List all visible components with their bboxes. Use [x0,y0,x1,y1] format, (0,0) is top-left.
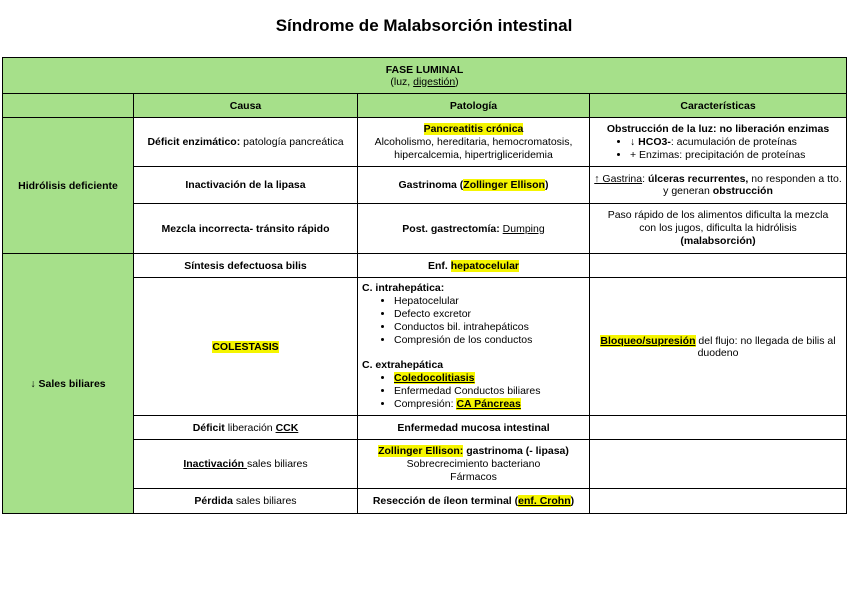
causa-cell [134,278,358,416]
list-item [394,398,585,411]
caracteristicas-rest: del flujo: no llegada de bilis al duodeno [695,334,836,359]
causa-rest: patología pancreática [240,136,344,148]
list-item: • Enfermedad Conductos biliares [394,385,585,398]
hco3-bold: HCO3- [638,135,671,148]
patologia-line: hipercalcemia, hipertrigliceridemia [394,148,553,161]
patologia-post: ) [544,179,549,191]
zollinger-highlight: Zollinger Ellison [463,179,545,191]
patologia-line: Fármacos [450,470,497,483]
caracteristicas-line: (malabsorción) [680,235,756,247]
caracteristicas-sep: : [642,173,648,185]
causa-rest: sales biliares [246,458,308,470]
patologia-cell [358,167,590,204]
causa-cell [134,416,358,440]
extrahepatica-title: C. extrahepática [362,359,444,371]
group-hidrolisis: Hidrólisis deficiente [3,118,134,254]
patologia-line: Sobrecrecimiento bacteriano [406,457,541,470]
page-title: Síndrome de Malabsorción intestinal [275,16,573,35]
phase-subtitle-pre: (luz, [390,75,414,88]
column-header-row [3,94,847,118]
patologia-pre: Gastrinoma ( [398,179,464,191]
gastrina-underline: ↑ Gastrina [594,173,643,185]
caracteristicas-rest: no responden a tto. y generan [663,173,842,197]
causa-cell: Inactivación de la lipasa [134,167,358,204]
patologia-cell [358,278,590,416]
patologia-line: Alcoholismo, hereditaria, hemocromatosis, [374,135,573,148]
caracteristicas-cell [590,204,847,254]
malabsorption-table [2,57,847,514]
phase-subtitle [7,76,842,88]
causa-cell: Mezcla incorrecta- tránsito rápido [134,204,358,254]
colestasis-highlight: COLESTASIS [212,340,279,353]
list-item [394,372,585,385]
patologia-post: ) [570,495,575,507]
ca-pancreas-highlight: CA Páncreas [456,398,521,410]
group-sales-biliares: ↓ Sales biliares [3,254,134,514]
header-causa: Causa [134,94,358,118]
causa-bold: Déficit enzimático: [147,136,241,148]
patologia-cell [358,118,590,167]
caracteristicas-bold-end: obstrucción [712,185,773,197]
caracteristicas-cell-empty [590,416,847,440]
causa-bold: Déficit [192,421,225,434]
list-item [630,136,842,149]
zollinger-highlight: Zollinger Ellison: [378,444,464,457]
bloqueo-highlight: Bloqueo/supresión [600,334,696,347]
patologia-cell [358,489,590,514]
crohn-highlight: enf. Crohn [518,495,571,507]
phase-subtitle-link: digestión [413,75,456,88]
list-item: • + Enzimas: precipitación de proteínas [630,149,842,162]
phase-header [3,58,847,94]
list-item-text: : acumulación de proteínas [670,135,797,148]
patologia-cell [358,254,590,278]
causa-cell [134,118,358,167]
cck-underline: CCK [275,421,299,434]
caracteristicas-cell [590,167,847,204]
causa-cell [134,489,358,514]
caracteristicas-title: Obstrucción de la luz: no liberación enzimas [606,122,830,135]
pancreatitis-highlight: Pancreatitis crónica [423,122,524,135]
list-item: • Conductos bil. intrahepáticos [394,321,585,334]
patologia-bold-rest: gastrinoma (- lipasa) [463,444,569,457]
caracteristicas-cell [590,118,847,167]
dumping-underline: Dumping [502,222,545,235]
phase-row [3,58,847,94]
patologia-cell: Enfermedad mucosa intestinal [358,416,590,440]
intrahepatica-title: C. intrahepática: [362,282,445,294]
table-row [3,118,847,167]
patologia-cell [358,440,590,489]
phase-title: FASE LUMINAL [385,63,464,76]
coledocolitiasis-highlight: Coledocolitiasis [394,372,475,384]
causa-rest: sales biliares [232,495,297,507]
list-item: • Hepatocelular [394,295,585,308]
caracteristicas-cell-empty [590,254,847,278]
list-item: • Defecto excretor [394,308,585,321]
causa-mid: liberación [224,421,276,434]
header-caracteristicas: Características [590,94,847,118]
caracteristicas-cell [590,278,847,416]
arrow-down-icon: ↓ [630,135,639,148]
caracteristicas-line: con los jugos, dificulta la hidrólisis [639,222,797,234]
header-patologia: Patología [358,94,590,118]
causa-bold: Pérdida [194,495,233,507]
table-row [3,254,847,278]
patologia-bold: Post. gastrectomía: [402,222,500,235]
causa-cell [134,440,358,489]
causa-cell: Síntesis defectuosa bilis [134,254,358,278]
caracteristicas-line: Paso rápido de los alimentos dificulta la mezcla [607,209,829,221]
patologia-pre: Resección de íleon terminal ( [372,495,519,507]
phase-subtitle-post: ) [455,75,459,88]
list-item: • Compresión de los conductos [394,334,585,347]
caracteristicas-cell-empty [590,440,847,489]
patologia-pre: Enf. [427,259,451,272]
caracteristicas-bold: úlceras recurrentes, [647,173,749,185]
list-item-text: Compresión: [394,398,457,410]
caracteristicas-cell-empty [590,489,847,514]
patologia-cell [358,204,590,254]
inactivacion-underline: Inactivación [183,458,247,470]
header-empty [3,94,134,118]
hepatocelular-highlight: hepatocelular [450,259,520,272]
